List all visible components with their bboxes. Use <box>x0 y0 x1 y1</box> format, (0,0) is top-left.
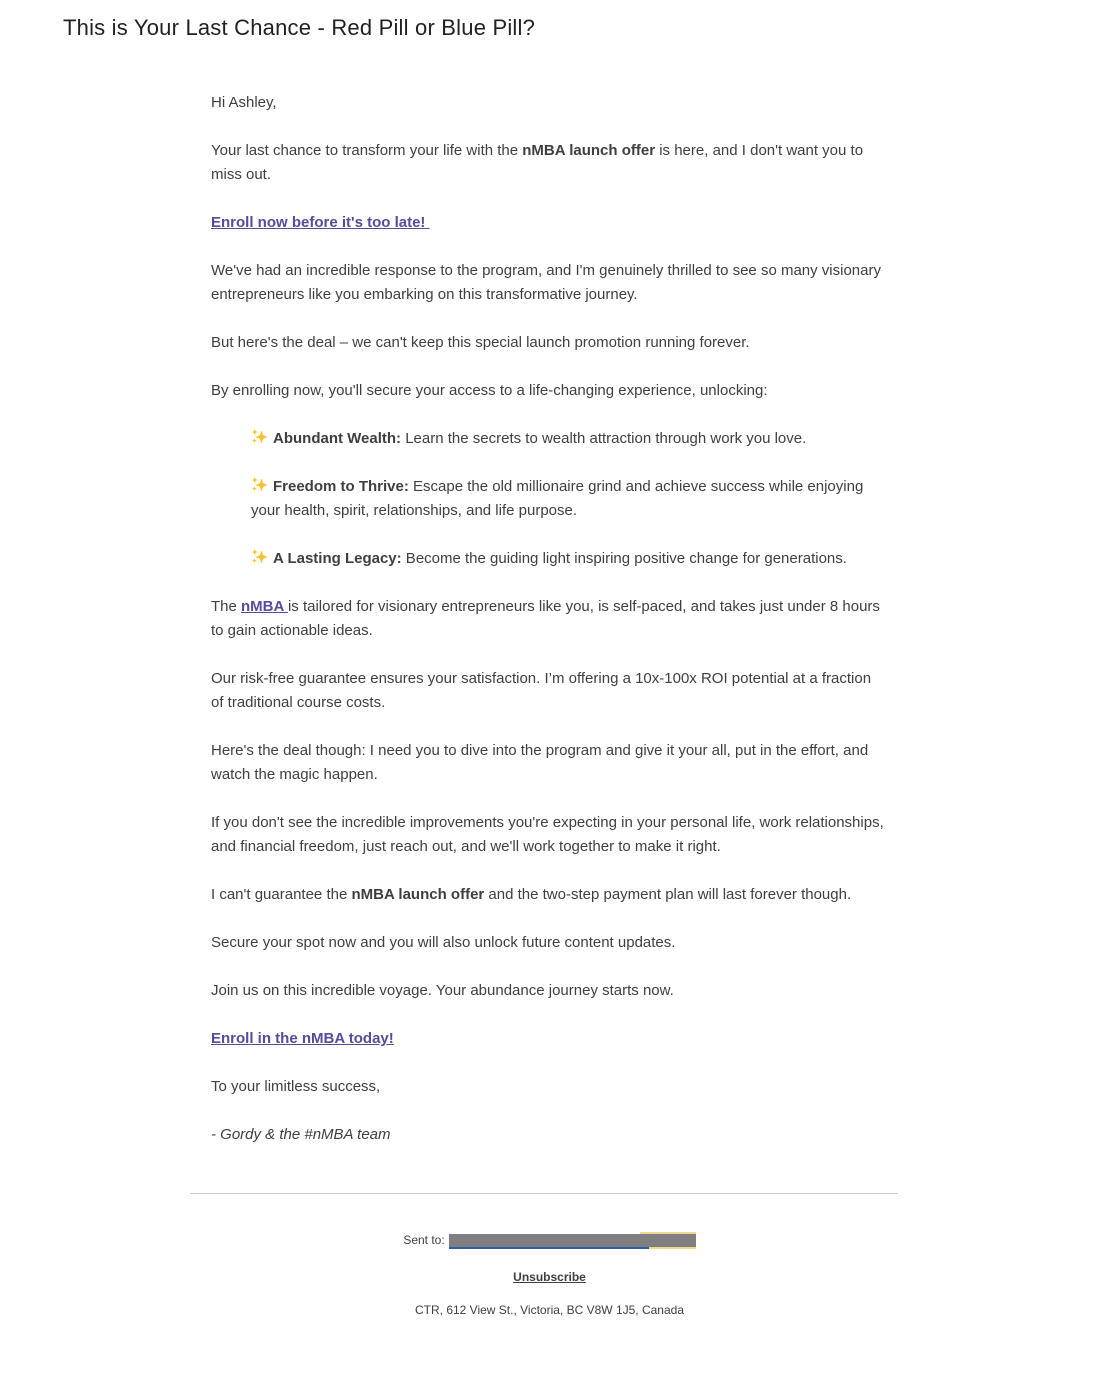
text-segment: To your limitless success, <box>211 1078 381 1095</box>
email-footer <box>0 1232 1099 1317</box>
bullet-text: Escape the old millionaire grind and achieve success while enjoying your health, spirit, relationships, and life purpose. <box>251 478 864 519</box>
paragraph-join <box>211 979 887 1003</box>
text-segment: is here, and I don't want you to miss out. <box>211 142 864 183</box>
text-segment: By enrolling now, you'll secure your access to a life-changing experience, unlocking: <box>211 382 768 399</box>
bullet-text: Learn the secrets to wealth attraction through work you love. <box>401 430 807 447</box>
text-segment: But here's the deal – we can't keep this special launch promotion running forever. <box>211 334 750 351</box>
bold-nmba-launch-offer: nMBA launch offer <box>351 886 485 903</box>
greeting <box>211 91 887 115</box>
bullet-freedom-to-thrive <box>251 475 887 523</box>
signature-text: - Gordy & the #nMBA team <box>211 1126 391 1143</box>
company-address <box>0 1303 1099 1317</box>
bullet-title: A Lasting Legacy: <box>273 550 402 567</box>
bold-nmba-launch-offer: nMBA launch offer <box>522 142 656 159</box>
email-body <box>211 91 887 1147</box>
paragraph-tailored <box>211 595 887 643</box>
redaction-bar <box>449 1234 696 1247</box>
paragraph-guarantee <box>211 667 887 715</box>
text-segment: Here's the deal though: I need you to dive into the program and give it your all, put in the effort, and watch the magic happen. <box>211 742 869 783</box>
enroll-today-link[interactable]: Enroll in the nMBA today! <box>211 1030 394 1047</box>
email-subject: This is Your Last Chance - Red Pill or Blue Pill? <box>63 15 536 40</box>
text-segment: and the two-step payment plan will last forever though. <box>484 886 852 903</box>
bullet-text: Become the guiding light inspiring positive change for generations. <box>401 550 847 567</box>
paragraph-response <box>211 259 887 307</box>
bullet-abundant-wealth <box>251 427 887 451</box>
sent-to-row <box>0 1232 1099 1249</box>
paragraph-closing <box>211 1075 887 1099</box>
paragraph-no-guarantee <box>211 883 887 907</box>
paragraph-enroll-now <box>211 211 887 235</box>
signature <box>211 1123 887 1147</box>
redacted-recipient-email <box>449 1232 696 1249</box>
text-segment: The <box>211 598 242 615</box>
text-segment: Your last chance to transform your life with the <box>211 142 523 159</box>
paragraph-unlocking <box>211 379 887 403</box>
company-address-text: CTR, 612 View St., Victoria, BC V8W 1J5, Canada <box>414 1303 684 1317</box>
sparkles-icon <box>251 549 268 565</box>
enroll-now-link[interactable]: Enroll now before it's too late! <box>211 214 430 231</box>
bullet-title: Freedom to Thrive: <box>273 478 409 495</box>
text-segment: We've had an incredible response to the program, and I'm genuinely thrilled to see so many visionary entrepreneurs like you embarking on this transformative journey. <box>211 262 881 303</box>
paragraph-secure <box>211 931 887 955</box>
text-segment: Our risk-free guarantee ensures your satisfaction. I’m offering a 10x-100x ROI potential at a fraction of traditional course costs. <box>211 670 872 711</box>
text-segment: is tailored for visionary entrepreneurs like you, is self-paced, and takes just under 8 hours to gain actionable ideas. <box>211 598 880 639</box>
unsubscribe-row <box>0 1270 1099 1284</box>
text-segment: I can't guarantee the <box>211 886 352 903</box>
redaction-link-underline <box>449 1247 649 1249</box>
greeting-text: Hi Ashley, <box>211 94 277 111</box>
text-segment: Secure your spot now and you will also unlock future content updates. <box>211 934 676 951</box>
unsubscribe-link[interactable]: Unsubscribe <box>513 1270 586 1284</box>
paragraph-improvements <box>211 811 887 859</box>
paragraph-last-chance <box>211 139 887 187</box>
sent-to-label: Sent to: <box>403 1232 445 1247</box>
bullet-lasting-legacy <box>251 547 887 571</box>
text-segment: If you don't see the incredible improvements you're expecting in your personal life, work relationships, and financial freedom, just reach out, and we'll work together to make it right. <box>211 814 884 855</box>
sparkles-icon <box>251 429 268 445</box>
nmba-link[interactable]: nMBA <box>241 598 288 615</box>
paragraph-effort <box>211 739 887 787</box>
sparkles-icon <box>251 477 268 493</box>
bullet-title: Abundant Wealth: <box>273 430 402 447</box>
text-segment: Join us on this incredible voyage. Your abundance journey starts now. <box>211 982 674 999</box>
footer-divider <box>190 1193 898 1194</box>
paragraph-deal <box>211 331 887 355</box>
paragraph-enroll-today <box>211 1027 887 1051</box>
